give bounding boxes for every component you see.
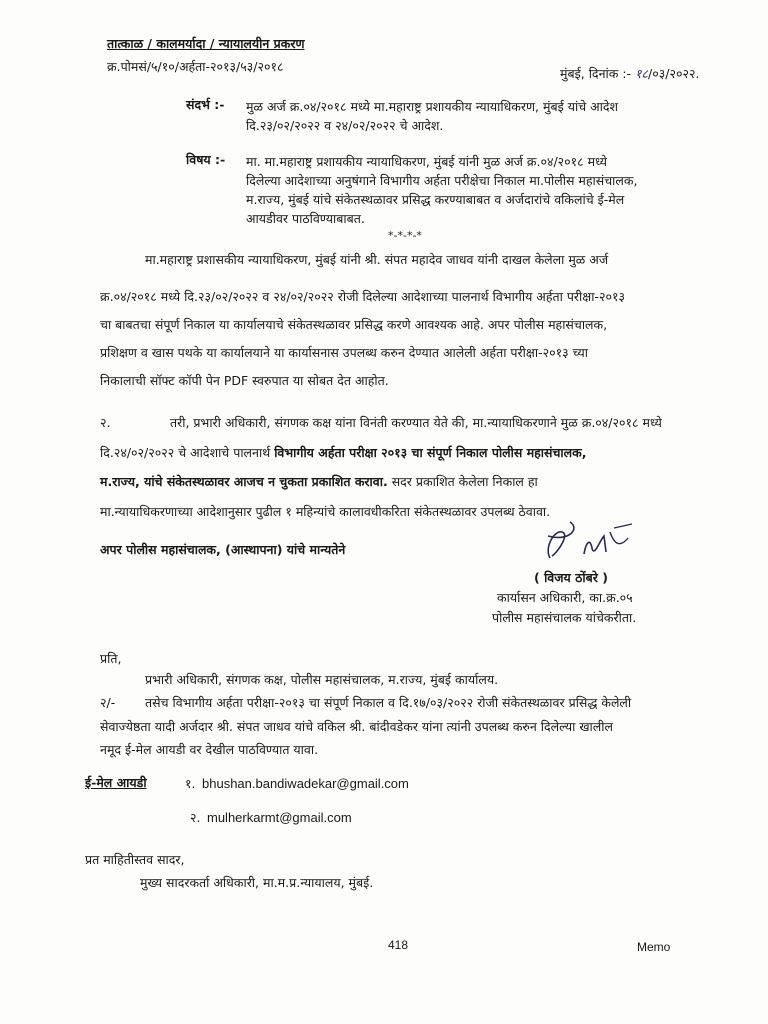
reference-line-1: मुळ अर्ज क्र.०४/२०१८ मध्ये मा.महाराष्ट्र प्रशायकीय न्यायाधिकरण, मुंबई यांचे आदेश [246, 99, 619, 114]
place-date [560, 64, 699, 83]
signatory-name: ( विजय ठोंबरे ) [534, 570, 608, 585]
approval-line: अपर पोलीस महासंचालक, (आस्थापना) यांचे मान्यतेने [100, 542, 346, 557]
signatory-on-behalf: पोलीस महासंचालक यांचेकरीता. [492, 610, 637, 625]
para1-line-3: चा बाबतचा संपूर्ण निकाल या कार्यालयाचे संकेतस्थळावर प्रसिद्ध करणे आवश्यक आहे. अपर पोलीस महासंचालक, [100, 317, 608, 332]
subject-line-1: मा. मा.महाराष्ट्र प्रशायकीय न्यायाधिकरण, मुंबई यांनी मुळ अर्ज क्र.०४/२०१८ मध्ये [246, 154, 608, 169]
to-line-1: प्रभारी अधिकारी, संगणक कक्ष, पोलीस महासंचालक, म.राज्य, मुंबई कार्यालय. [145, 672, 499, 687]
copy-label: प्रत माहितीस्तव सादर, [85, 852, 185, 867]
to-line-4: नमूद ई-मेल आयडी वर देखील पाठविण्यात यावा. [100, 742, 319, 757]
email-number-1: १. [185, 776, 196, 791]
memo-label: Memo [637, 940, 671, 954]
para1-line-5: निकालाची सॉफ्ट कॉपी पेन PDF स्वरुपात या सोबत देत आहोत. [100, 373, 389, 388]
subject-line-4: आयडीवर पाठविण्याबाबत. [246, 211, 365, 226]
handwritten-date: १८ [635, 66, 649, 81]
email-2[interactable]: mulherkarmt@gmail.com [207, 810, 352, 825]
signatory-designation: कार्यासन अधिकारी, का.क्र.०५ [497, 590, 633, 605]
para1-line-4: प्रशिक्षण व खास पथके या कार्यालयाने या कार्यासनास उपलब्ध करुन देण्यात आलेली अर्हता परीक्षा-२०१३ च्या [100, 345, 588, 360]
date-rest: /०३/२०२२. [648, 66, 700, 81]
para2-line-3-normal: सदर प्रकाशित केलेला निकाल हा [391, 474, 538, 489]
subject-line-2: दिलेल्या आदेशाच्या अनुषंगाने विभागीय अर्हता परीक्षेचा निकाल मा.पोलीस महासंचालक, [246, 173, 638, 188]
para2-line-1: तरी, प्रभारी अधिकारी, संगणक कक्ष यांना विनंती करण्यात येते की, मा.न्यायाधिकरणाने मुळ क्र.०४/२०१८ मध्ये [170, 415, 662, 430]
email-number-2: २. [190, 810, 201, 825]
subject-label: विषय :- [186, 152, 226, 167]
para2-line-2-bold: विभागीय अर्हता परीक्षा २०१३ चा संपूर्ण निकाल पोलीस महासंचालक, [274, 445, 587, 460]
to-line-2: तसेच विभागीय अर्हता परीक्षा-२०१३ चा संपूर्ण निकाल व दि.१७/०३/२०२२ रोजी संकेतस्थळावर प्रसिद्ध केलेली [145, 695, 632, 710]
para2-number: २. [100, 415, 111, 430]
to-number-2: २/- [100, 695, 116, 710]
email-label: ई-मेल आयडी [85, 775, 147, 790]
para1-line-2: क्र.०४/२०१८ मध्ये दि.२३/०२/२०२२ व २४/०२/२०२२ रोजी दिलेल्या आदेशाच्या पालनार्थ विभागीय अर्हता परीक्षा-२०१३ [100, 289, 625, 304]
subject-line-3: म.राज्य, मुंबई यांचे संकेतस्थळावर प्रसिद्ध करण्याबाबत व अर्जदारांचे वकिलांचे ई-मेल [246, 192, 625, 207]
para2-line-3-bold: म.राज्य, यांचे संकेतस्थळावर आजच न चुकता प्रकाशित करावा. [100, 474, 388, 489]
email-1[interactable]: bhushan.bandiwadekar@gmail.com [202, 776, 409, 791]
copy-line-1: मुख्य सादरकर्ता अधिकारी, मा.म.प्र.न्यायालय, मुंबई. [140, 875, 374, 890]
separator: *-*-*-* [388, 229, 422, 242]
to-label: प्रति, [100, 651, 122, 666]
signature-icon [540, 518, 640, 570]
para2-line-2 [100, 443, 587, 462]
para2-line-4: मा.न्यायाधिकरणाच्या आदेशानुसार पुढील १ महिन्यांचे कालावधीकरिता संकेतस्थळावर उपलब्ध ठेवावा. [100, 504, 551, 519]
urgency-heading: तात्काळ / कालमर्यादा / न्यायालयीन प्रकरण [107, 36, 305, 51]
place-date-label: मुंबई, दिनांक :- [560, 66, 632, 81]
reference-number: क्र.पोमसं/५/१०/अर्हता-२०१३/५३/२०१८ [107, 59, 284, 74]
para2-line-3 [100, 472, 538, 491]
reference-line-2: दि.२३/०२/२०२२ व २४/०२/२०२२ चे आदेश. [246, 118, 444, 133]
para1-line-1: मा.महाराष्ट्र प्रशासकीय न्यायाधिकरण, मुंबई यांनी श्री. संपत महादेव जाधव यांनी दाखल केलेला मुळ अर्ज [145, 252, 609, 267]
to-line-3: सेवाज्येष्ठता यादी अर्जदार श्री. संपत जाधव यांचे वकिल श्री. बांदीवडेकर यांना त्यांनी उपलब्ध करुन दिलेल्या खालील [100, 719, 613, 734]
para2-line-2-normal: दि.२४/०२/२०२२ चे आदेशाचे पालनार्थ [100, 445, 271, 460]
reference-label: संदर्भ :- [186, 97, 225, 112]
page-number: 418 [388, 938, 409, 952]
